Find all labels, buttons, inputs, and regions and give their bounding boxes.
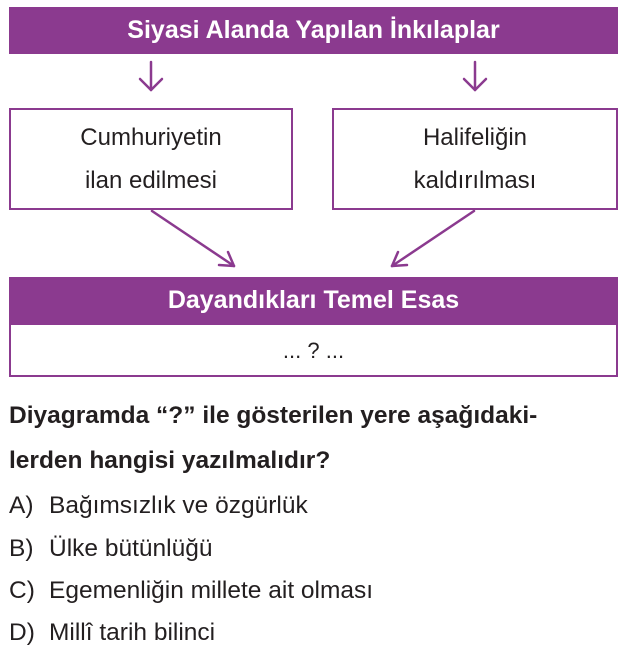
answer-box bbox=[9, 323, 618, 377]
diagonal-arrow-right-icon bbox=[392, 211, 474, 266]
box-left-line2: ilan edilmesi bbox=[84, 167, 218, 194]
box-right-line2: kaldırılması bbox=[413, 167, 537, 194]
option-b-letter: B) bbox=[9, 535, 34, 562]
bottom-header-text: Dayandıkları Temel Esas bbox=[167, 286, 460, 314]
top-header-text: Siyasi Alanda Yapılan İnkılaplar bbox=[127, 16, 500, 44]
option-d-text: Millî tarih bilinci bbox=[49, 619, 216, 646]
question-text bbox=[9, 393, 621, 483]
diagonal-arrow-left-icon bbox=[152, 211, 234, 266]
box-cumhuriyetin-ilani bbox=[9, 108, 293, 210]
box-right-line1: Halifeliğin bbox=[422, 124, 528, 151]
answer-placeholder: ... ? ... bbox=[282, 337, 345, 363]
box-left-line1: Cumhuriyetin bbox=[80, 124, 222, 151]
question-line1: Diyagramda “?” ile gösterilen yere aşağıdaki- bbox=[9, 402, 538, 429]
option-a[interactable] bbox=[9, 491, 308, 521]
option-b-text: Ülke bütünlüğü bbox=[49, 535, 213, 562]
option-c-text: Egemenliğin millete ait olması bbox=[49, 577, 374, 604]
option-a-letter: A) bbox=[9, 492, 34, 519]
top-header bbox=[9, 7, 618, 54]
down-arrow-right-icon bbox=[464, 62, 486, 90]
option-d-letter: D) bbox=[9, 619, 35, 646]
option-a-text: Bağımsızlık ve özgürlük bbox=[49, 492, 308, 519]
question-line2: lerden hangisi yazılmalıdır? bbox=[9, 447, 331, 474]
box-halifeligin-kaldirilmasi bbox=[332, 108, 618, 210]
option-b[interactable] bbox=[9, 534, 212, 564]
option-d[interactable] bbox=[9, 618, 215, 648]
option-c-letter: C) bbox=[9, 577, 35, 604]
bottom-header bbox=[9, 277, 618, 324]
down-arrow-left-icon bbox=[140, 62, 162, 90]
option-c[interactable] bbox=[9, 576, 373, 606]
